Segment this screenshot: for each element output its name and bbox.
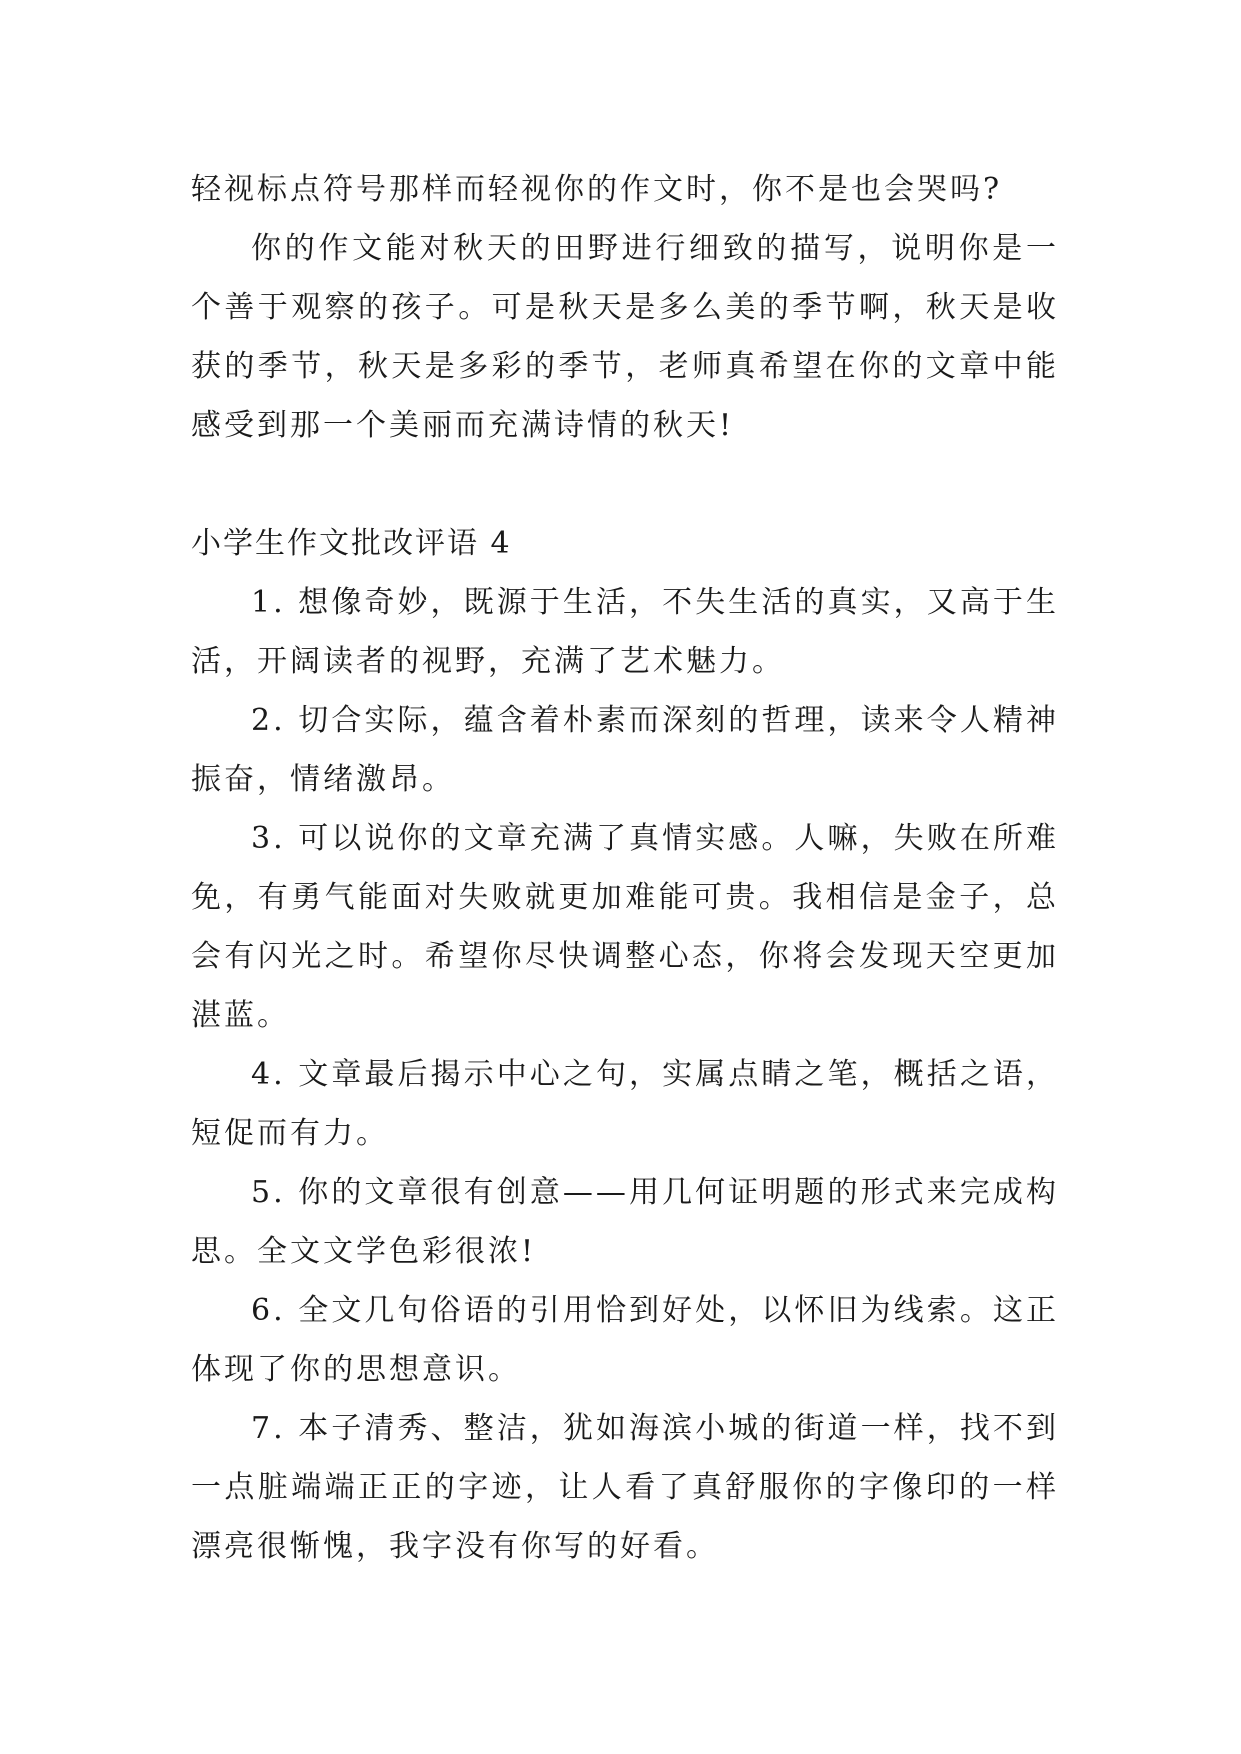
list-item-3: 3. 可以说你的文章充满了真情实感。人嘛，失败在所难免，有勇气能面对失败就更加难能可贵。我相信是金子，总会有闪光之时。希望你尽快调整心态，你将会发现天空更加湛蓝。 (191, 821, 1059, 1033)
list-item-2: 2. 切合实际，蕴含着朴素而深刻的哲理，读来令人精神振奋，情绪激昂。 (191, 703, 1059, 797)
list-item-4: 4. 文章最后揭示中心之句，实属点睛之笔，概括之语，短促而有力。 (191, 1057, 1059, 1151)
section-title: 小学生作文批改评语 4 (191, 526, 512, 561)
list-item-5: 5. 你的文章很有创意——用几何证明题的形式来完成构思。全文文学色彩很浓! (191, 1175, 1059, 1269)
paragraph-continuation: 轻视标点符号那样而轻视你的作文时，你不是也会哭吗? (191, 172, 1003, 207)
list-item-1: 1. 想像奇妙，既源于生活，不失生活的真实，又高于生活，开阔读者的视野，充满了艺术魅力。 (191, 585, 1059, 679)
list-item-7: 7. 本子清秀、整洁，犹如海滨小城的街道一样，找不到一点脏端端正正的字迹，让人看了真舒服你的字像印的一样漂亮很惭愧，我字没有你写的好看。 (191, 1411, 1059, 1564)
paragraph-autumn-comment: 你的作文能对秋天的田野进行细致的描写，说明你是一个善于观察的孩子。可是秋天是多么美的季节啊，秋天是收获的季节，秋天是多彩的季节，老师真希望在你的文章中能感受到那一个美丽而充满诗情的秋天! (191, 231, 1059, 443)
document-body (191, 160, 1059, 1576)
list-item-6: 6. 全文几句俗语的引用恰到好处，以怀旧为线索。这正体现了你的思想意识。 (191, 1293, 1059, 1387)
